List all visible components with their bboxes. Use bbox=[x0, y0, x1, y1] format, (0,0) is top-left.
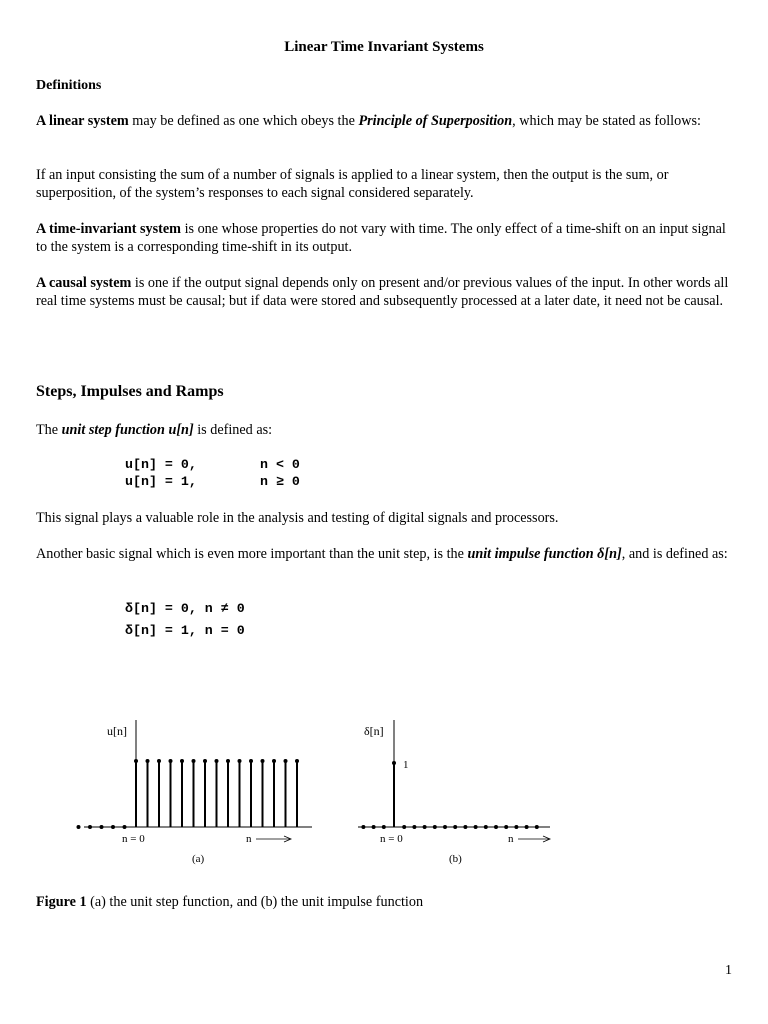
plot-b-value-label: 1 bbox=[403, 759, 409, 771]
plot-a-stem-point bbox=[157, 759, 161, 763]
plot-a-stem-point bbox=[146, 759, 150, 763]
plot-a-ylabel: u[n] bbox=[107, 724, 127, 738]
plot-b-stem-point bbox=[361, 825, 365, 829]
plot-b-sublabel: (b) bbox=[449, 853, 462, 865]
plot-b-stems bbox=[361, 761, 538, 829]
principle-term: Principle of Superposition bbox=[358, 113, 513, 129]
linear-text-1: may be defined as one which obeys the bbox=[128, 113, 359, 129]
step-eq-lhs: u[n] = 0, bbox=[125, 457, 197, 472]
impulse-term: unit impulse function δ[n] bbox=[467, 546, 622, 562]
plot-b-stem-point bbox=[423, 825, 427, 829]
caption-text: (a) the unit step function, and (b) the unit impulse function bbox=[86, 894, 424, 910]
impulse-paragraph bbox=[36, 545, 736, 563]
definitions-heading: Definitions bbox=[36, 78, 102, 93]
plot-a-stem-point bbox=[238, 759, 242, 763]
causal-term: A causal system bbox=[36, 275, 132, 291]
plot-b-stem-point bbox=[402, 825, 406, 829]
plot-b-ylabel: δ[n] bbox=[364, 724, 384, 738]
plot-a-stem-point bbox=[284, 759, 288, 763]
plot-a-stem-point bbox=[134, 759, 138, 763]
impulse-equation-row: δ[n] = 0, n ≠ 0 bbox=[125, 601, 245, 616]
plot-a-sublabel: (a) bbox=[192, 853, 205, 865]
figure-caption bbox=[36, 893, 736, 911]
plot-a-stem-point bbox=[272, 759, 276, 763]
causal-text: is one if the output signal depends only on present and/or previous values of the input. In other words all real time systems must be causal; but if data were stored and subsequently processed at a later date, it need not be causal. bbox=[36, 275, 729, 309]
plot-a-axis-label: n bbox=[246, 833, 252, 845]
steps-heading: Steps, Impulses and Ramps bbox=[36, 383, 224, 400]
linear-system-term: A linear system bbox=[36, 113, 129, 129]
step-eq-cond: n ≥ 0 bbox=[260, 474, 300, 489]
causal-paragraph bbox=[36, 274, 736, 310]
plot-b-stem-point bbox=[525, 825, 529, 829]
superposition-paragraph: If an input consisting the sum of a number of signals is applied to a linear system, then the output is the sum, or superposition, of the system’s responses to each signal considered separately. bbox=[36, 167, 669, 201]
impulse-equation-row: δ[n] = 1, n = 0 bbox=[125, 623, 245, 638]
time-invariant-term: A time-invariant system bbox=[36, 221, 182, 237]
plot-b-stem-point bbox=[453, 825, 457, 829]
plot-a-stem-point bbox=[249, 759, 253, 763]
plot-b-stem-point bbox=[443, 825, 447, 829]
step-equation-row bbox=[125, 473, 300, 490]
linear-text-2: , which may be stated as follows: bbox=[512, 113, 701, 129]
plot-a-stem-point bbox=[180, 759, 184, 763]
unit-step-paragraph bbox=[36, 421, 736, 439]
unit-step-term: unit step function u[n] bbox=[61, 422, 194, 438]
plot-b-axis-label: n bbox=[508, 833, 514, 845]
plot-a-stems bbox=[77, 759, 300, 829]
unit-step-pre: The bbox=[36, 422, 62, 438]
plot-b-stem-point bbox=[382, 825, 386, 829]
linear-system-paragraph bbox=[36, 112, 736, 130]
plot-b-stem-point bbox=[535, 825, 539, 829]
plot-a-stem-point bbox=[295, 759, 299, 763]
plot-b-origin-label: n = 0 bbox=[380, 833, 403, 845]
plot-b-stem-point bbox=[484, 825, 488, 829]
plot-b-stem-point bbox=[463, 825, 467, 829]
plot-a-stem-point bbox=[111, 825, 115, 829]
plot-a-stem-point bbox=[226, 759, 230, 763]
plot-b-stem-point bbox=[392, 761, 396, 765]
plot-b-stem-point bbox=[514, 825, 518, 829]
plot-a-stem-point bbox=[261, 759, 265, 763]
plot-a-stem-point bbox=[169, 759, 173, 763]
plot-a-origin-label: n = 0 bbox=[122, 833, 145, 845]
plot-a-stem-point bbox=[123, 825, 127, 829]
plot-a-stem-point bbox=[77, 825, 81, 829]
valuable-paragraph: This signal plays a valuable role in the analysis and testing of digital signals and processors. bbox=[36, 510, 559, 526]
step-eq-lhs: u[n] = 1, bbox=[125, 474, 197, 489]
plot-b-stem-point bbox=[504, 825, 508, 829]
time-invariant-paragraph bbox=[36, 220, 736, 256]
impulse-post: , and is defined as: bbox=[621, 546, 728, 562]
plot-a-stem-point bbox=[215, 759, 219, 763]
page-number: 1 bbox=[725, 963, 732, 978]
plot-a-stem-point bbox=[203, 759, 207, 763]
plot-b-stem-point bbox=[372, 825, 376, 829]
plot-a-stem-point bbox=[100, 825, 104, 829]
impulse-pre: Another basic signal which is even more important than the unit step, is the bbox=[36, 546, 468, 562]
plot-b-stem-point bbox=[474, 825, 478, 829]
time-invariant-text: is one whose properties do not vary with time. The only effect of a time-shift on an input signal to the system is a corresponding time-shift in its output. bbox=[36, 221, 726, 255]
step-equation-row bbox=[125, 456, 300, 473]
unit-step-post: is defined as: bbox=[193, 422, 273, 438]
plot-b-stem-point bbox=[494, 825, 498, 829]
figure-1 bbox=[0, 700, 768, 880]
plot-b-stem-point bbox=[433, 825, 437, 829]
page-title: Linear Time Invariant Systems bbox=[284, 39, 484, 55]
caption-label: Figure 1 bbox=[36, 894, 87, 910]
step-eq-cond: n < 0 bbox=[260, 457, 300, 472]
plot-a-stem-point bbox=[88, 825, 92, 829]
plot-a-stem-point bbox=[192, 759, 196, 763]
plot-b-stem-point bbox=[412, 825, 416, 829]
